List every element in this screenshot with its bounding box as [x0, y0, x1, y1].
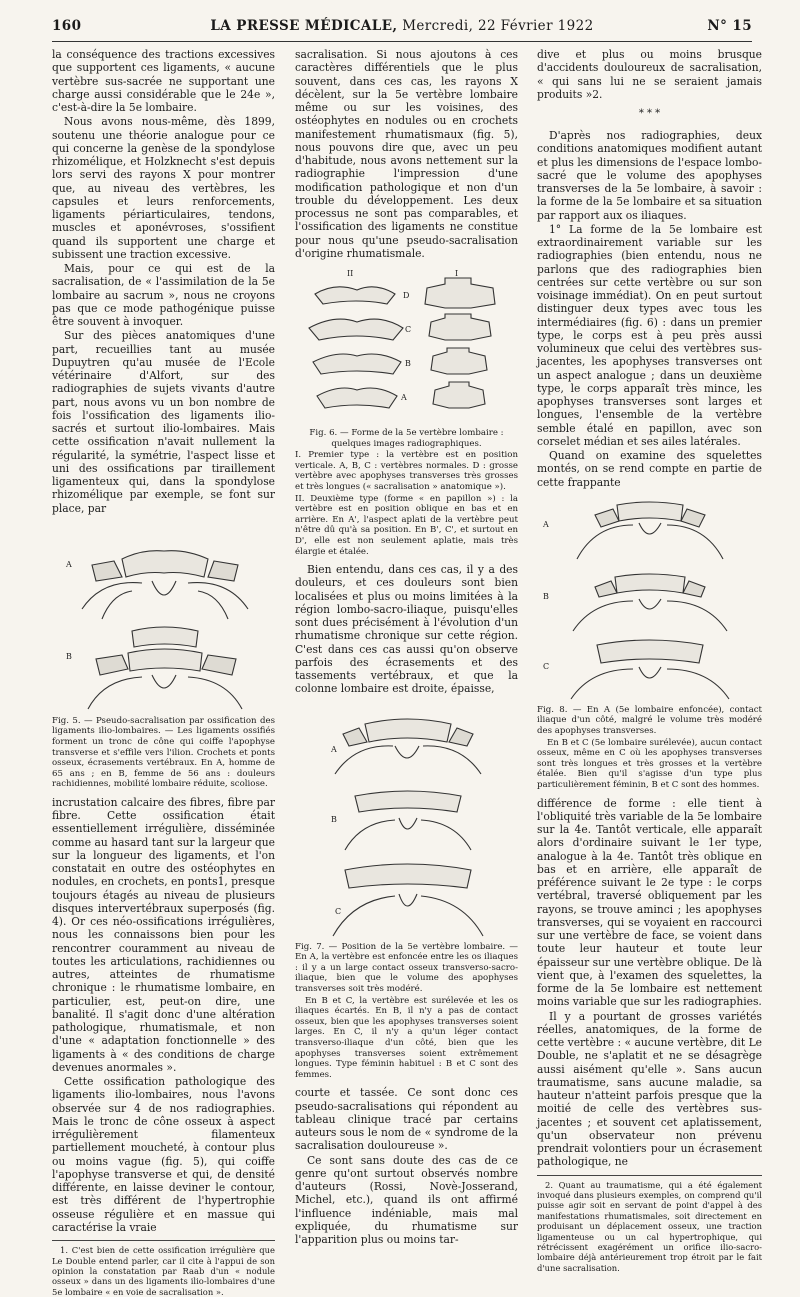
column-3 [537, 48, 762, 1273]
journal-name: LA PRESSE MÉDICALE, [210, 18, 398, 34]
vertebra-normal [433, 382, 485, 408]
figure-8 [537, 493, 762, 703]
iliac-contour [82, 581, 248, 609]
paragraph: Mais, pour ce qui est de la sacralisation, de « l'assimilation de la 5e lombaire au sacrum », nous ne croyons pas que ce mode pathogénique puisse être souvent à invoquer. [52, 262, 275, 328]
iliac-contour [573, 599, 727, 631]
caption-text: En B et C, la vertèbre est surélevée et les os iliaques écartés. En B, il n'y a pas de contact osseux, bien que les apophyses transverses soient larges. En C, il n'y a qu'un léger contact transverso-iliaque d'un côté, bien que les apophyses transverses soient extrêmement longues. Type féminin habituel : B et C sont des femmes. [295, 995, 518, 1080]
vertebra-body [128, 649, 202, 671]
vertebra-body [345, 864, 471, 888]
vertebra-butterfly [317, 388, 397, 408]
caption-text: Fig. 8. — En A (5e lombaire enfoncée), contact iliaque d'un côté, malgré le volume très modéré des apophyses transverses. [537, 704, 762, 736]
figure-6-drawing [295, 264, 518, 426]
fig8-label-a: A [543, 519, 549, 529]
paragraph: dive et plus ou moins brusque d'accidents douloureux de sacralisation, « qui sans lui ne se seraient jamais produits »2. [537, 48, 762, 101]
paragraph: incrustation calcaire des fibres, fibre par fibre. Cette ossification était essentiellement irrégulière, disséminée comme au hasard tant sur la largeur que sur la longueur des ligaments, et l'on constatait en outre des ostéophytes en nodules, en crochets, en ponts1, presque toujours étagés au niveau de plusieurs disques intervertébraux superposés (fig. 4). Or ces néo-ossifications irrégulières, nous les connaissons bien pour les rencontrer couramment au niveau de toutes les articulations, rachidiennes ou autres, atteintes de rhumatisme chronique : le rhumatisme lombaire, en particulier, est, peut-on dire, une banalité. Il s'agit donc d'une altération pathologique, rhumatismale, et non d'une « adaptation fonctionnelle » des ligaments à « des conditions de charge devenues anormales ». [52, 795, 275, 1074]
figure-5 [52, 519, 275, 714]
fig6-label: D [403, 291, 410, 300]
footnote [537, 1175, 762, 1274]
figure-6-caption [295, 428, 518, 557]
iliac-contour [335, 746, 481, 774]
caption-text: II. Deuxième type (forme « en papillon ») : la vertèbre est en position oblique en bas et en arrière. En A', l'aspect aplati de la vertèbre peut n'être dû qu'à sa position. En B', C', et surtout en D', elle est non seulement aplatie, mais très élargie et étalée. [295, 493, 518, 557]
section-separator: * * * [638, 108, 661, 119]
column-2 [295, 48, 518, 1247]
paragraph: sacralisation. Si nous ajoutons à ces caractères différentiels que le plus souvent, dans ces cas, les rayons X décèlent, sur la 5e vertèbre lombaire même ou sur les voisines, des ostéophytes en nodules ou en crochets manifestement rhumatismaux (fig. 5), nous pouvons dire que, avec un peu d'habitude, nous avons nettement sur la radiographie l'impression d'une modification pathologique et non d'un trouble du développement. Les deux processus ne sont pas comparables, et l'ossification des ligaments ne constitue pour nous qu'une pseudo-sacralisation d'origine rhumatismale. [295, 48, 518, 260]
paragraph: 1° La forme de la 5e lombaire est extraordinairement variable sur les radiographies (bien entendu, nous ne parlons que des radiographies bien centrées sur cette vertèbre ou sur son voisinage immédiat). On en peut surtout distinguer deux types avec tous les intermédiaires (fig. 6) : dans un premier type, le corps est à peu près aussi volumineux que celui des vertèbres sus-jacentes, les apophyses transverses ont un aspect analogue ; dans un deuxième type, le corps apparaît très mince, les apophyses transverses sont larges et longues, l'ensemble de la vertèbre semble étalé en papillon, avec son corselet médian et ses ailes latérales. [537, 222, 762, 448]
fig6-label: B [405, 359, 411, 368]
footnote-text: 1. C'est bien de cette ossification irrégulière que Le Double entend parler, car il cite à l'appui de son opinion la constatation par Raab d'un « nodule osseux » dans un des ligaments ilio-lombaires d'une 5e lombaire « en voie de sacralisation ». [52, 1245, 275, 1297]
paragraph: différence de forme : elle tient à l'obliquité très variable de la 5e lombaire sur la 4e. Tantôt verticale, elle apparaît alors d'ordinaire suivant le 1er type, analogue à la 4e. Tantôt très oblique en bas et en arrière, elle apparaît de préférence suivant le 2e type : le corps vertébral, traversé obliquement par les rayons, se trouve aminci ; les apophyses transverses, qui se voyaient en raccourci sur une vertèbre de face, se voient dans toute leur hauteur et toute leur épaisseur sur une vertèbre oblique. De là vient que, à l'examen des squelettes, la forme de la 5e lombaire est nettement moins variable que sur les radiographies. [537, 796, 762, 1009]
journal-title-line [52, 18, 752, 34]
paragraph: Nous avons nous-même, dès 1899, soutenu une théorie analogue pour ce qui concerne la genèse de la spondylose rhizomélique, et Holzknecht s'est depuis lors servi des rayons X pour montrer que, au niveau des vertèbres, les capsules et leurs renforcements, ligaments périarticulaires, tendons, muscles et aponévroses, s'ossifient quand ils supportent une charge et subissent une traction excessive. [52, 115, 275, 261]
fig6-series-ii: II [347, 269, 354, 278]
caption-text: Fig. 7. — Position de la 5e vertèbre lombaire. — En A, la vertèbre est enfoncée entre les os iliaques : il y a un large contact osseux transverso-sacro-iliaque, bien que le volume des apophyses transverses soit très modéré. [295, 941, 518, 994]
fig7-label-b: B [331, 814, 337, 824]
header-rule [52, 41, 752, 42]
fig7-label-a: A [331, 744, 337, 754]
paragraph: Ce sont sans doute des cas de ce genre qu'ont surtout observés nombre d'auteurs (Rossi, Novè-Josserand, Michel, etc.), quand ils ont affirmé l'influence indéniable, mais mal expliquée, du rhumatisme sur l'apparition plus ou moins tar- [295, 1153, 518, 1247]
caption-text: En B et C (5e lombaire surélevée), aucun contact osseux, même en C où les apophyses transverses sont très longues et très grosses et la vertèbre étalée. Bien qu'il s'agisse d'un type plus particulièrement féminin, B et C sont des hommes. [537, 737, 762, 790]
vertebra-body [597, 640, 703, 663]
fig8-label-b: B [543, 591, 549, 601]
paragraph: Sur des pièces anatomiques d'une part, recueillies tant au musée Dupuytren qu'au musée de l'Ecole vétérinaire d'Alfort, sur des radiographies de sujets vivants d'autre part, nous avons vu un bon nombre de fois l'ossification des ligaments ilio-sacrés et surtout ilio-lombaires. Mais cette ossification n'avait nullement la régularité, la symétrie, l'aspect lisse et uni des ossifications par tiraillement ligamenteux qui, dans la spondylose rhizomélique par exemple, se font sur place, par [52, 329, 275, 515]
iliac-contour [571, 667, 729, 699]
figure-8-drawing [537, 493, 762, 703]
fig6-series-i: I [455, 269, 459, 278]
vertebra-body [132, 627, 198, 647]
fig6-label: A [401, 393, 407, 402]
vertebra-butterfly [313, 354, 401, 374]
figure-7 [295, 700, 518, 940]
iliac-contour [577, 523, 723, 559]
caption-title: Fig. 6. — Forme de la 5e vertèbre lombaire : quelques images radiographiques. [309, 428, 504, 449]
vertebra-body [122, 550, 208, 576]
paragraph: Bien entendu, dans ces cas, il y a des douleurs, et ces douleurs sont bien localisées et plus ou moins limitées à la région lombo-sacro-iliaque, puisqu'elles sont dues précisément à l'évolution d'un rhumatisme chronique sur cette région. C'est dans ces cas aussi qu'on observe parfois des écrasements et des tassements vertébraux, et que la colonne lombaire est droite, épaisse, [295, 563, 518, 696]
paragraph: D'après nos radiographies, deux conditions anatomiques modifient autant et plus les dimensions de l'espace lombo-sacré que le volume des apophyses transverses de la 5e lombaire, à savoir : la forme de la 5e lombaire et sa situation par rapport aux os iliaques. [537, 129, 762, 222]
iliac-contour [333, 894, 483, 936]
iliac-contour [345, 818, 471, 850]
issue-number: N° 15 [707, 18, 752, 34]
caption-text: I. Premier type : la vertèbre est en position verticale. A, B, C : vertèbres normales. D : grosse vertèbre avec apophyses transverses très grosses et très longues (« sacralisation » anatomique »). [295, 450, 518, 492]
figure-7-caption [295, 942, 518, 1081]
vertebra-body [615, 574, 685, 593]
caption-text: Fig. 5. — Pseudo-sacralisation par ossification des ligaments ilio-lombaires. — Les ligaments ossifiés forment un tronc de cône qui coiffe l'apophyse transverse et s'effile vers l'ilion. Crochets et ponts osseux, écrasements vertébraux. En A, homme de 65 ans ; en B, femme de 56 ans : douleurs rachidiennes, mobilité lombaire réduite, scoliose. [52, 715, 275, 790]
fig8-label-c: C [543, 661, 550, 671]
paragraph: la conséquence des tractions excessives que supportent ces ligaments, « aucune vertèbre sus-sacrée ne supportant une charge aussi considérable que le 24e », c'est-à-dire la 5e lombaire. [52, 48, 275, 114]
paragraph: courte et tassée. Ce sont donc ces pseudo-sacralisations qui répondent au tableau clinique tracé par certains auteurs sous le nom de « syndrome de la sacralisation douloureuse ». [295, 1086, 518, 1153]
paragraph: Il y a pourtant de grosses variétés réelles, anatomiques, de la forme de cette vertèbre : « aucune vertèbre, dit Le Double, ne s'aplatit et ne se désagrège aussi aisément qu'elle ». Sans aucun traumatisme, sans aucune maladie, sa hauteur n'atteint parfois presque que la moitié de celle des vertèbres sus-jacentes ; et souvent cet aplatissement, qu'un observateur non prévenu prendrait volontiers pour un écrasement pathologique, ne [537, 1009, 762, 1169]
fig5-label-b: B [66, 651, 72, 661]
vertebra-normal [425, 278, 495, 308]
figure-8-caption [537, 705, 762, 791]
vertebra-body [355, 791, 461, 812]
vertebra-body [617, 502, 683, 521]
paragraph: Quand on examine des squelettes montés, on se rend compte en partie de cette frappante [537, 449, 762, 489]
fig7-label-c: C [335, 906, 342, 916]
figure-7-drawing [295, 700, 518, 940]
figure-5-caption [52, 716, 275, 790]
vertebra-normal [431, 348, 487, 374]
figure-6 [295, 264, 518, 426]
fig6-label: C [405, 325, 412, 334]
vertebra-butterfly [315, 287, 395, 304]
footnote-text: 2. Quant au traumatisme, qui a été également invoqué dans plusieurs exemples, on comprend qu'il puisse agir soit en servant de point d'appel à des manifestations rhumatismales, soit directement en produisant un déplacement osseux, une traction ligamenteuse ou un cal hypertrophique, qui rétrécissent exagérément un orifice ilio-sacro-lombaire déjà antérieurement trop étroit par le fait d'une sacralisation. [537, 1179, 762, 1273]
fig5-label-a: A [66, 559, 72, 569]
figure-5-drawing [52, 519, 275, 714]
iliac-contour [88, 675, 242, 709]
footnote [52, 1240, 275, 1297]
paragraph: Cette ossification pathologique des ligaments ilio-lombaires, nous l'avons observée sur 4 de nos radiographies. Mais le tronc de cône osseux à aspect irrégulièrement filamenteux partiellement moucheté, à contour plus ou moins vague (fig. 5), qui coiffe l'apophyse transverse et qui, de densité différente, en laisse deviner le contour, est très différent de l'hypertrophie osseuse régulière et en massue qui caractérise la vraie [52, 1075, 275, 1234]
page-number: 160 [52, 18, 82, 34]
column-1 [52, 48, 275, 1297]
vertebra-butterfly [309, 319, 403, 340]
issue-date: Mercredi, 22 Février 1922 [402, 18, 594, 34]
vertebra-body [365, 719, 451, 742]
page-header [52, 18, 752, 36]
vertebra-normal [429, 314, 491, 340]
